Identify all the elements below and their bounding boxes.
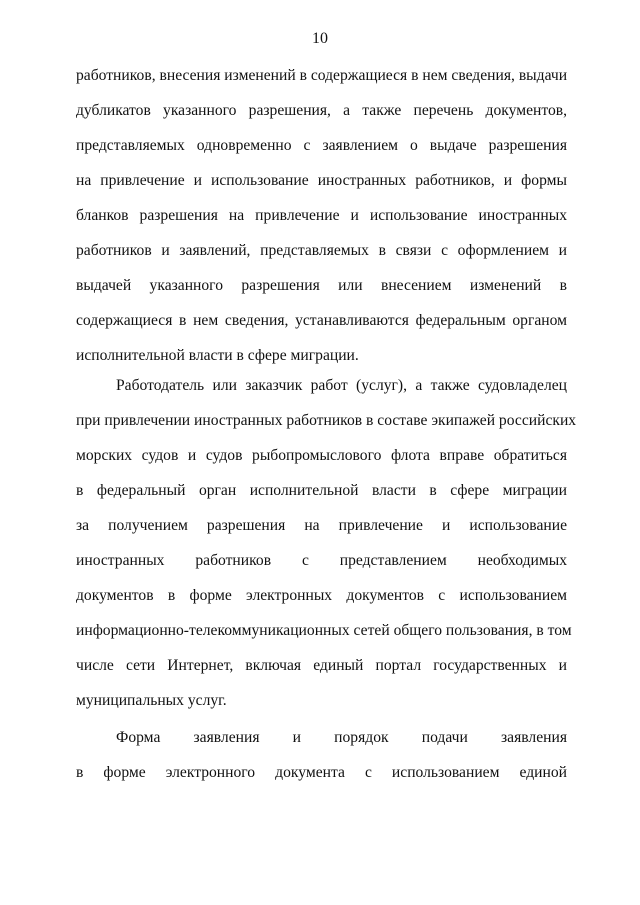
text-line: Форма заявления и порядок подачи заявления (116, 729, 567, 746)
text-line: исполнительной власти в сфере миграции. (76, 347, 359, 364)
paragraph-2 (76, 368, 577, 718)
text-line: содержащиеся в нем сведения, устанавливаются федеральным органом (76, 312, 567, 329)
paragraph-3 (76, 720, 567, 790)
text-line: дубликатов указанного разрешения, а также перечень документов, (76, 102, 567, 119)
text-line: при привлечении иностранных работников в составе экипажей российских (76, 412, 577, 429)
text-line: Работодатель или заказчик работ (услуг), а также судовладелец (116, 377, 567, 394)
page-number: 10 (312, 30, 328, 47)
text-line: муниципальных услуг. (76, 692, 227, 709)
text-line: бланков разрешения на привлечение и использование иностранных (76, 207, 567, 224)
text-line: работников и заявлений, представляемых в связи с оформлением и (76, 242, 567, 259)
text-line: документов в форме электронных документов с использованием (76, 587, 567, 604)
text-line: представляемых одновременно с заявлением о выдаче разрешения (76, 137, 567, 154)
text-line: на привлечение и использование иностранных работников, и формы (76, 172, 567, 189)
text-line: числе сети Интернет, включая единый портал государственных и (76, 657, 567, 674)
paragraph-1 (76, 58, 567, 373)
text-line: в федеральный орган исполнительной власти в сфере миграции (76, 482, 567, 499)
text-line: за получением разрешения на привлечение и использование (76, 517, 567, 534)
text-line: работников, внесения изменений в содержащиеся в нем сведения, выдачи (76, 67, 568, 84)
text-line: иностранных работников с представлением необходимых (76, 552, 567, 569)
text-line: информационно-телекоммуникационных сетей общего пользования, в том (76, 622, 572, 639)
text-line: в форме электронного документа с использованием единой (76, 764, 567, 781)
text-line: морских судов и судов рыбопромыслового флота вправе обратиться (76, 447, 567, 464)
text-line: выдачей указанного разрешения или внесением изменений в (76, 277, 567, 294)
